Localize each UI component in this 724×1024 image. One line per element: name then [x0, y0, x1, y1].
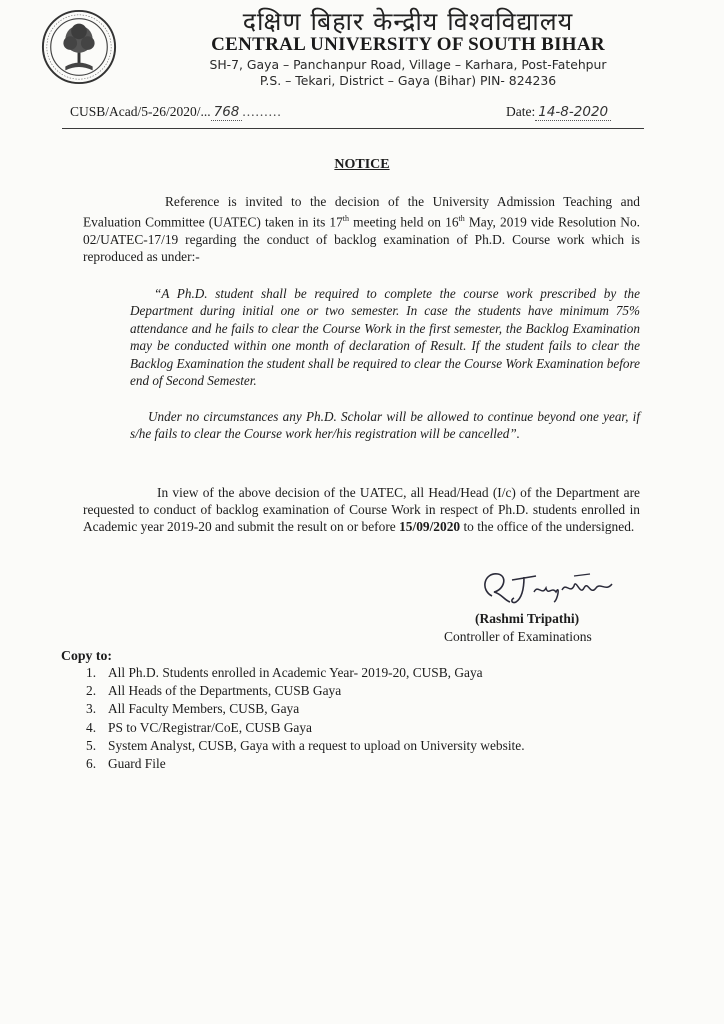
paragraph-request [83, 484, 640, 536]
copy-to-list [86, 664, 525, 773]
quoted-resolution-part-1: “A Ph.D. student shall be required to complete the course work prescribed by the Department during initial one or two semester. In case the students have minimum 75% attendance and he fails to clear the Course Work in the first semester, the Backlog Examination may be conducted within one month of declaration of Result. If the student fails to clear the Backlog Examination the student shall be required to clear the Course Work Examination before end of Second Semester. [130, 286, 640, 389]
signature-icon [478, 566, 618, 608]
list-item: 1. All Ph.D. Students enrolled in Academic Year- 2019-20, CUSB, Gaya [86, 665, 483, 680]
reference-handwritten-number: 768 [211, 104, 243, 121]
list-item: 6. Guard File [86, 756, 166, 772]
signatory-designation: Controller of Examinations [444, 629, 592, 644]
date-label: Date: [506, 104, 536, 119]
reference-suffix: ......... [242, 104, 282, 119]
signatory-name: (Rashmi Tripathi) [475, 611, 580, 626]
deadline-date: 15/09/2020 [399, 519, 461, 535]
list-item: 4. PS to VC/Registrar/CoE, CUSB Gaya [86, 719, 312, 735]
paragraph-request-text: In view of the above decision of the UATEC, all Head/Head (I/c) of the Department are requested to conduct of backlog examination of Course Work in respect of Ph.D. students enrolled in Academic year 2019-20 and submit the result on or before [83, 485, 640, 535]
university-name-english: CENTRAL UNIVERSITY OF SOUTH BIHAR [211, 34, 605, 55]
paragraph-reference: Reference is invited to the decision of the University Admission Teaching and Evaluation Committee (UATEC) taken in its 17th meeting held on 16th May, 2019 vide Resolution No. 02/UATEC-17/19 regarding the conduct of backlog examination of Ph.D. Course work which is reproduced as under:- [83, 194, 640, 265]
header-divider [62, 128, 644, 129]
reference-number [70, 104, 282, 120]
paragraph-request-tail: to the office of the undersigned. [460, 519, 635, 535]
list-item: 2. All Heads of the Departments, CUSB Gaya [86, 683, 342, 699]
notice-date [506, 104, 611, 120]
date-handwritten-value: 14-8-2020 [535, 104, 611, 121]
address-line-2: P.S. – Tekari, District – Gaya (Bihar) PIN- 824236 [259, 73, 557, 88]
address-line-1: SH-7, Gaya – Panchanpur Road, Village – Karhara, Post-Fatehpur [209, 57, 607, 72]
copy-to-heading: Copy to: [61, 648, 112, 663]
page-title: NOTICE [334, 157, 390, 172]
university-name-hindi: दक्षिण बिहार केन्द्रीय विश्वविद्यालय [242, 7, 574, 36]
quoted-resolution-part-2: Under no circumstances any Ph.D. Scholar will be allowed to continue beyond one year, if s/he fails to clear the Course work her/his registration will be cancelled”. [130, 409, 640, 442]
list-item: 5. System Analyst, CUSB, Gaya with a request to upload on University website. [86, 737, 525, 753]
reference-prefix: CUSB/Acad/5-26/2020/... [70, 104, 211, 119]
list-item: 3. All Faculty Members, CUSB, Gaya [86, 701, 300, 717]
university-seal-icon [40, 8, 118, 86]
